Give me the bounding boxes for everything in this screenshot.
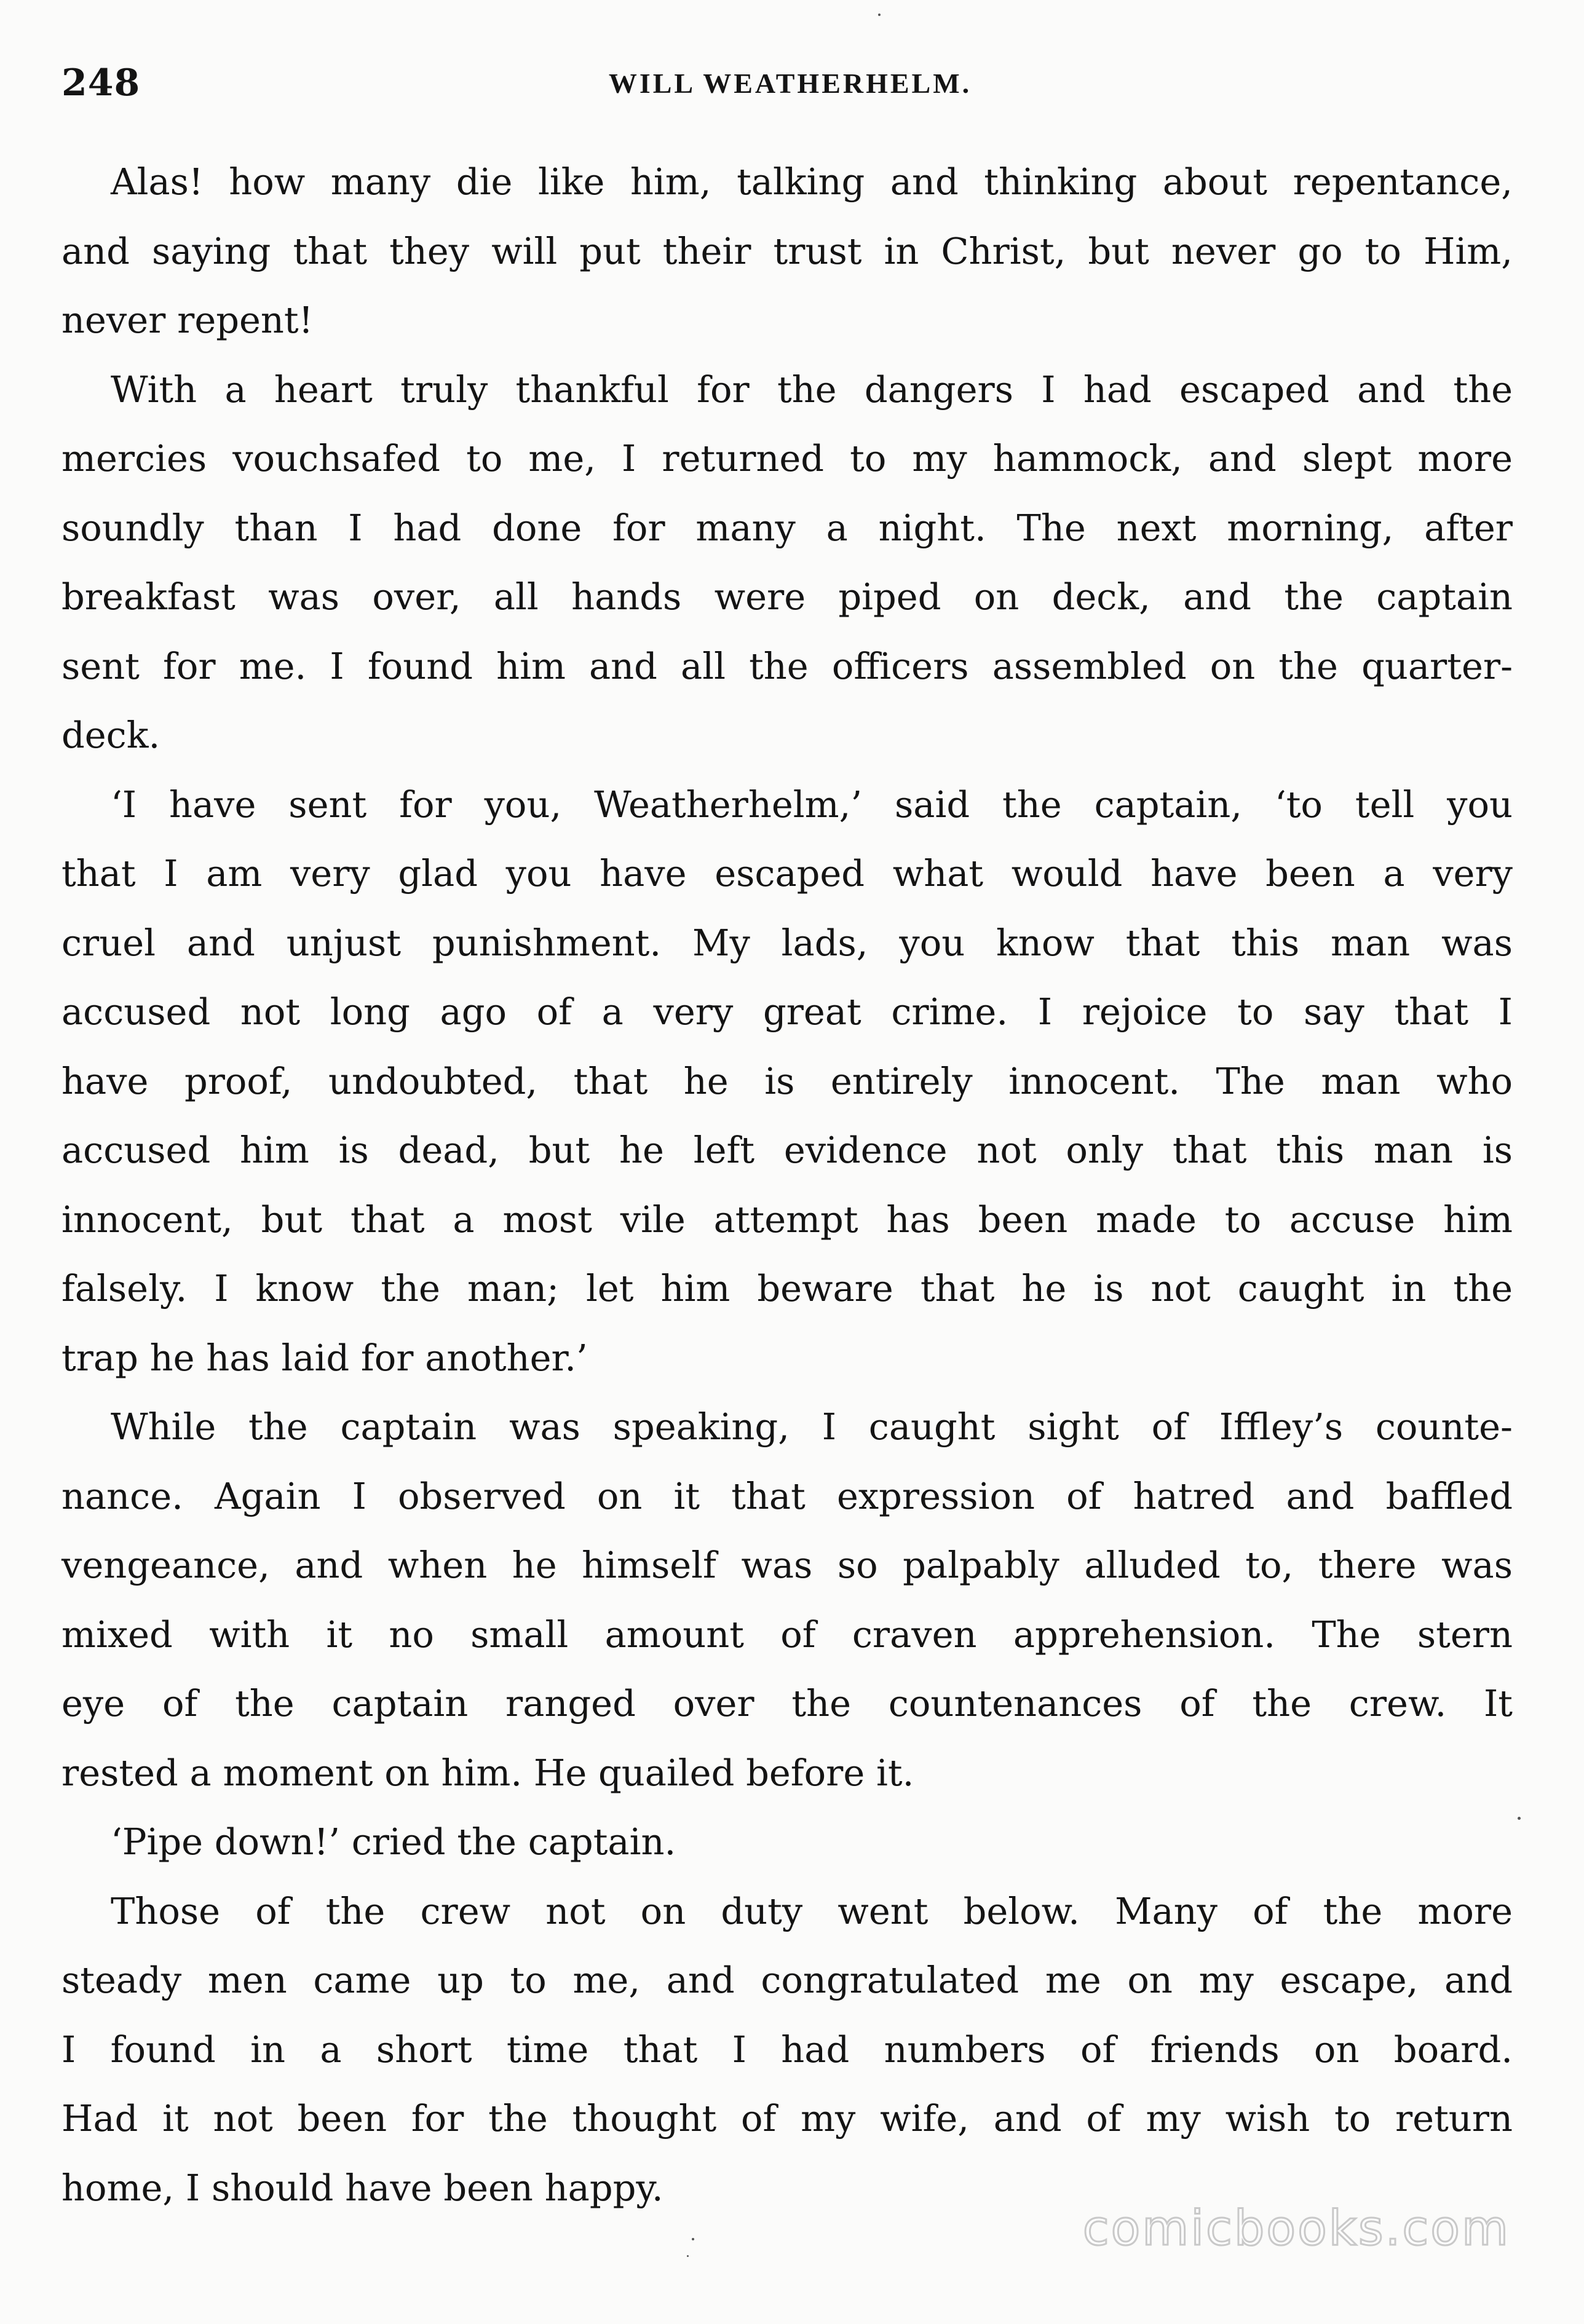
text-line: steady men came up to me, and congratulated me on my escape, and — [61, 1959, 1513, 2001]
paragraph — [61, 1808, 1513, 1877]
text-line: rested a moment on him. He quailed before it. — [61, 1751, 914, 1794]
text-line: mixed with it no small amount of craven apprehension. The stern — [61, 1613, 1513, 1656]
text-line: never repent! — [61, 299, 314, 341]
text-line: ‘I have sent for you, Weatherhelm,’ said the captain, ‘to tell you — [111, 783, 1513, 826]
text-line: innocent, but that a most vile attempt has been made to accuse him — [61, 1198, 1513, 1241]
text-line: Those of the crew not on duty went below. Many of the more — [111, 1889, 1513, 1932]
text-line: vengeance, and when he himself was so palpably alluded to, there was — [61, 1544, 1513, 1586]
text-line: and saying that they will put their trust in Christ, but never go to Him, — [61, 229, 1513, 272]
text-line: nance. Again I observed on it that expression of hatred and baffled — [61, 1474, 1513, 1517]
text-line: eye of the captain ranged over the countenances of the crew. It — [61, 1682, 1513, 1725]
text-line: home, I should have been happy. — [61, 2166, 663, 2209]
text-line: I found in a short time that I had numbers of friends on board. — [61, 2028, 1513, 2071]
running-title: WILL WEATHERHELM. — [608, 68, 972, 99]
ink-speck — [1518, 1817, 1521, 1820]
text-line: With a heart truly thankful for the dangers I had escaped and the — [111, 368, 1513, 411]
text-line: deck. — [61, 714, 160, 756]
watermark: comicbooks.com — [1082, 2201, 1510, 2256]
text-line: Had it not been for the thought of my wife, and of my wish to return — [61, 2097, 1513, 2140]
text-line: ‘Pipe down!’ cried the captain. — [111, 1820, 676, 1863]
text-line: accused not long ago of a very great crime. I rejoice to say that I — [61, 990, 1513, 1033]
page-number: 248 — [61, 61, 141, 105]
paragraph — [61, 1393, 1513, 1808]
text-line: have proof, undoubted, that he is entirely innocent. The man who — [61, 1059, 1513, 1102]
ink-speck — [878, 14, 881, 16]
text-line: sent for me. I found him and all the officers assembled on the quarter- — [61, 644, 1513, 687]
text-line: accused him is dead, but he left evidence not only that this man is — [61, 1129, 1513, 1171]
text-line: cruel and unjust punishment. My lads, you know that this man was — [61, 921, 1513, 964]
paragraph — [61, 355, 1513, 770]
text-line: that I am very glad you have escaped what would have been a very — [61, 852, 1513, 895]
text-line: breakfast was over, all hands were piped on deck, and the captain — [61, 575, 1513, 618]
text-line: falsely. I know the man; let him beware that he is not caught in the — [61, 1267, 1513, 1310]
running-head — [61, 58, 1519, 108]
body-text — [61, 148, 1513, 2223]
paragraph — [61, 148, 1513, 355]
paragraph — [61, 770, 1513, 1393]
text-line: Alas! how many die like him, talking and thinking about repentance, — [111, 160, 1513, 203]
text-line: trap he has laid for another.’ — [61, 1336, 588, 1379]
text-line: mercies vouchsafed to me, I returned to my hammock, and slept more — [61, 437, 1513, 480]
text-line: While the captain was speaking, I caught sight of Iffley’s counte- — [111, 1405, 1513, 1448]
paragraph — [61, 1877, 1513, 2223]
ink-speck — [692, 2238, 694, 2240]
text-line: soundly than I had done for many a night. The next morning, after — [61, 506, 1513, 549]
ink-speck — [687, 2255, 689, 2257]
